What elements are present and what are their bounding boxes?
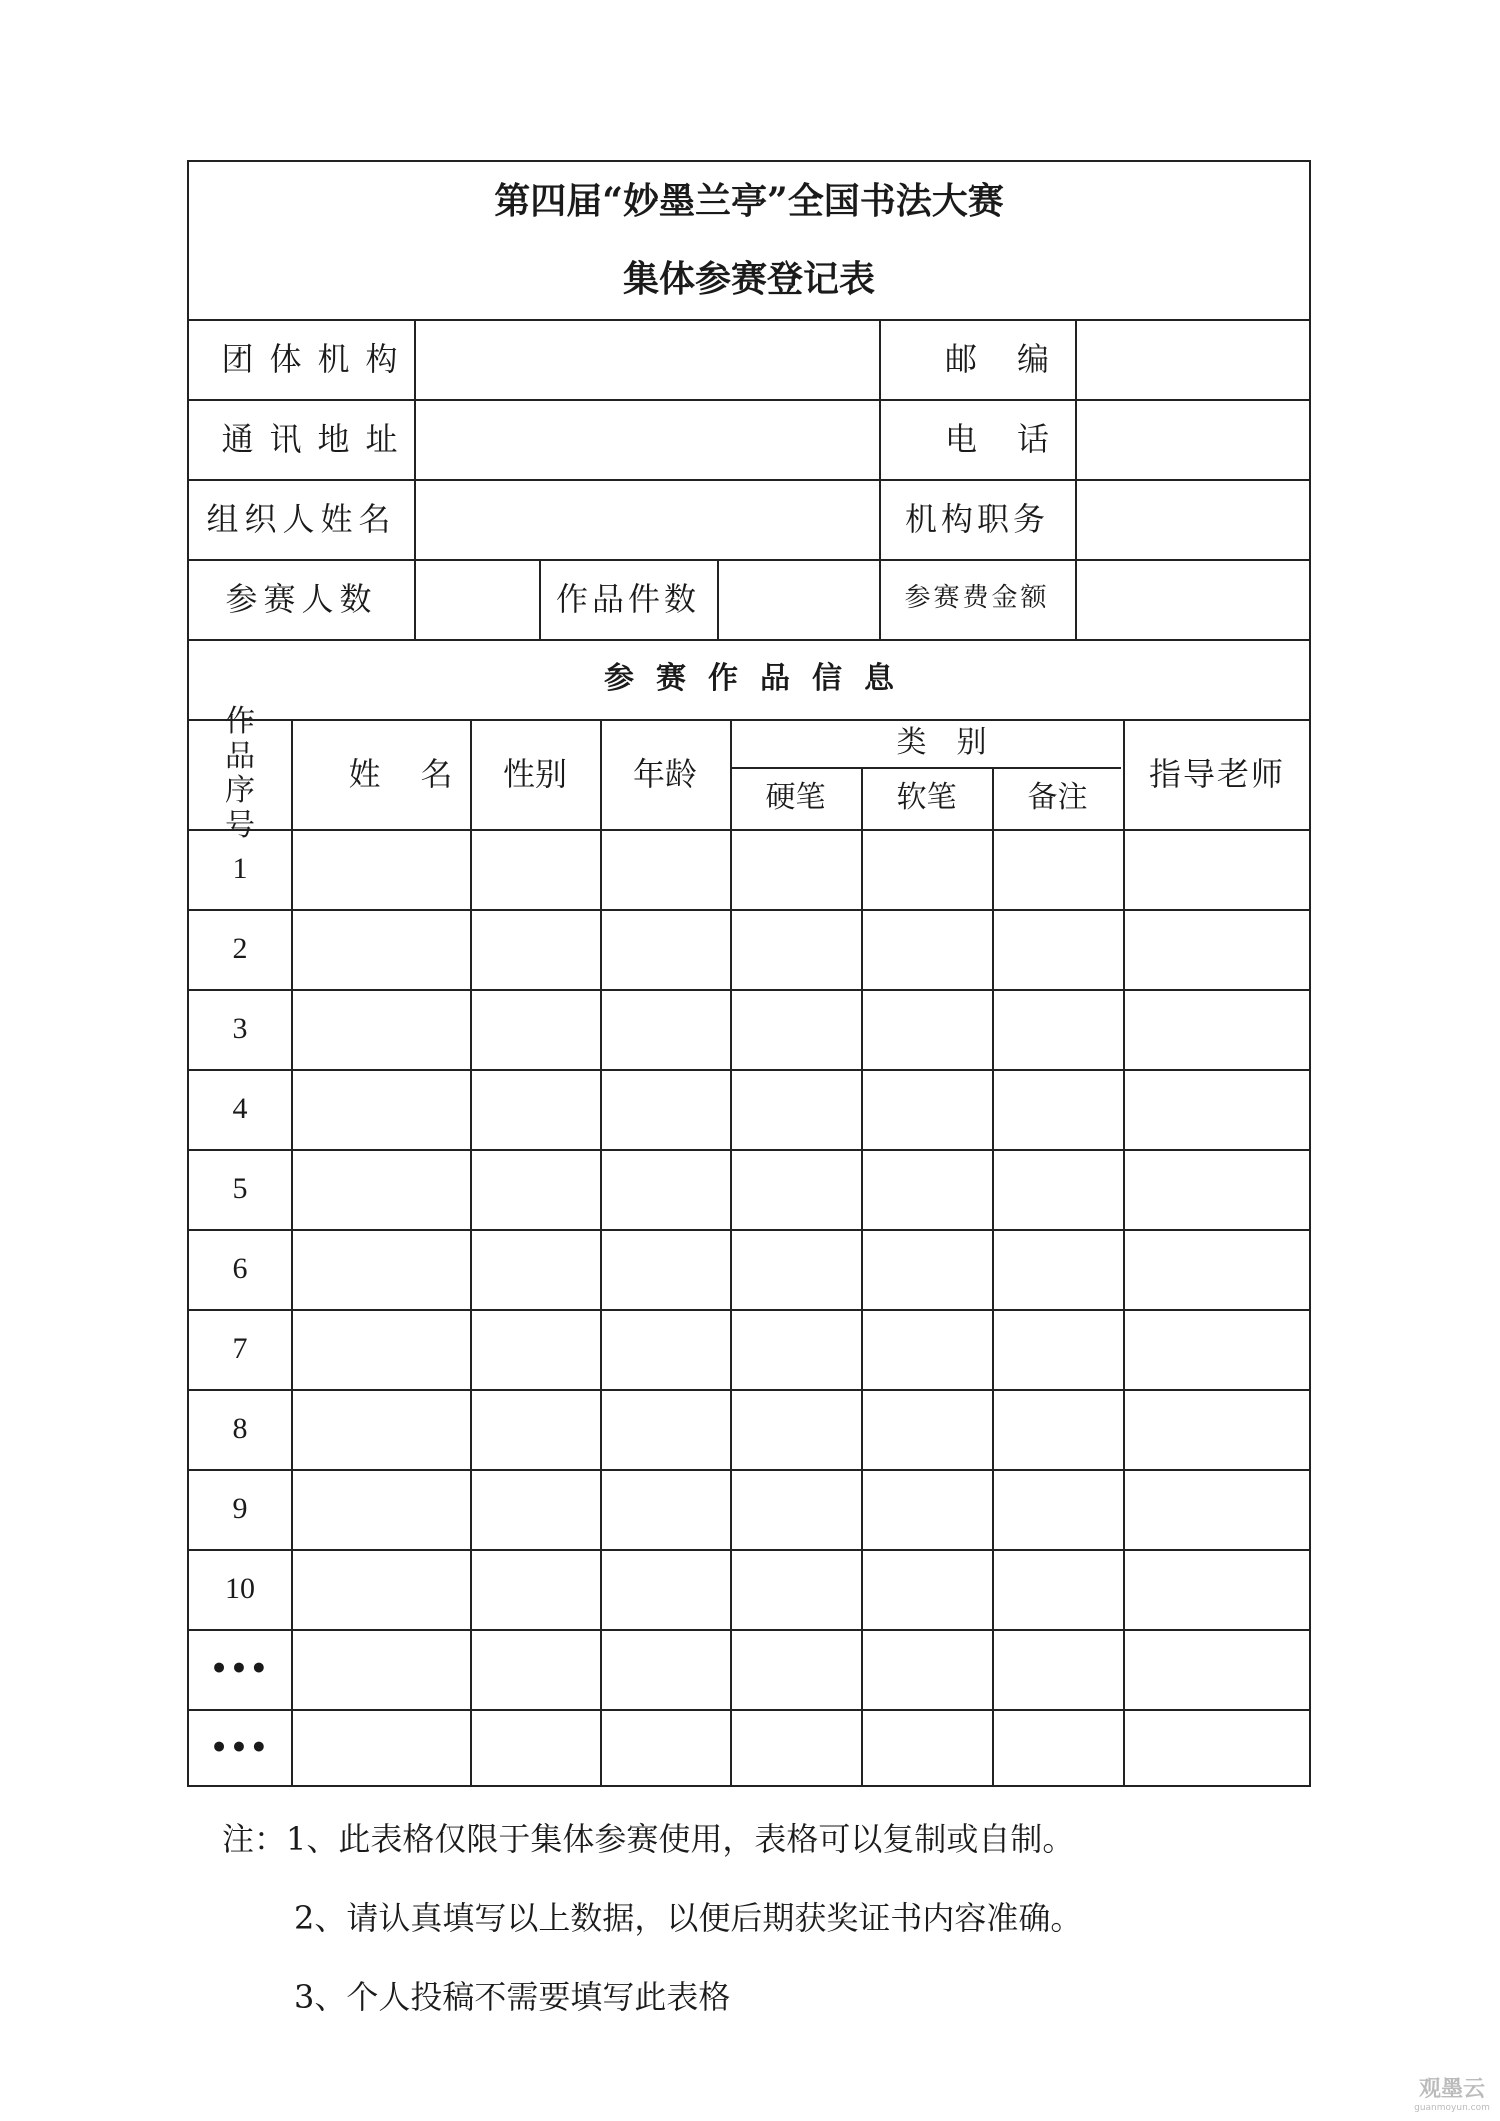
org-value-field[interactable] [416,321,877,397]
divider [189,1629,1309,1631]
fee-value-field[interactable] [1077,561,1309,637]
row-number: 7 [232,1332,248,1365]
row-number: 10 [225,1572,255,1605]
divider [189,1469,1309,1471]
col-remark: 备注 [1027,780,1088,815]
form-title: 第四届“妙墨兰亭”全国书法大赛 [494,180,1004,223]
row-number: ••• [210,1652,270,1686]
divider [189,1229,1309,1231]
col-hard: 硬笔 [765,780,826,815]
label-org: 团体机构 [221,339,414,378]
col-soft: 软笔 [896,780,957,815]
col-category: 类别 [896,725,1017,760]
works-count-value-field[interactable] [719,561,877,637]
col-name: 姓名 [348,754,493,793]
registration-form [187,160,1311,1787]
label-fee: 参赛费金额 [904,583,1050,614]
divider [291,719,293,1787]
label-works-count: 作品件数 [555,579,700,618]
watermark-text: 观墨云 [1418,2077,1485,2102]
divider [189,829,1309,831]
divider [189,909,1309,911]
divider [470,719,472,1787]
note-item: 注：1、此表格仅限于集体参赛使用，表格可以复制或自制。 [222,1820,1075,1858]
divider [189,1389,1309,1391]
note-item: 3、个人投稿不需要填写此表格 [294,1978,731,2016]
note-item: 2、请认真填写以上数据，以便后期获奖证书内容准确。 [294,1899,1083,1937]
divider [189,1549,1309,1551]
watermark-logo [1412,2072,1492,2113]
row-number: 1 [232,852,248,885]
address-value-field[interactable] [416,401,877,477]
organizer-value-field[interactable] [416,481,877,557]
row-number: 2 [232,932,248,965]
row-number: 8 [232,1412,248,1445]
divider [189,1709,1309,1711]
notes [222,1800,1082,2037]
divider [600,719,602,1787]
row-number: 9 [232,1492,248,1525]
row-number: 3 [232,1012,248,1045]
col-gender: 性别 [502,754,567,793]
label-address: 通讯地址 [221,419,414,458]
col-seq: 作品序号 [225,704,255,843]
divider [189,1309,1309,1311]
watermark-sub: guanmoyun.com [1414,2103,1490,2113]
divider [189,1149,1309,1151]
divider [189,989,1309,991]
label-phone: 电话 [944,419,1089,458]
divider [730,719,732,1787]
label-participants: 参赛人数 [225,579,378,618]
divider [1123,719,1125,1787]
postcode-value-field[interactable] [1077,321,1309,397]
row-number: ••• [210,1731,270,1765]
col-teacher: 指导老师 [1148,754,1285,793]
row-number: 6 [232,1252,248,1285]
divider [992,767,994,1787]
phone-value-field[interactable] [1077,401,1309,477]
section-title: 参赛作品信息 [604,661,916,696]
divider [189,1069,1309,1071]
col-age: 年龄 [632,754,697,793]
row-number: 5 [232,1172,248,1205]
participants-value-field[interactable] [416,561,537,637]
label-organizer: 组织人姓名 [206,499,397,538]
row-number: 4 [232,1092,248,1125]
label-postcode: 邮编 [944,339,1089,378]
label-position: 机构职务 [904,499,1049,538]
divider [861,767,863,1787]
position-value-field[interactable] [1077,481,1309,557]
form-subtitle: 集体参赛登记表 [622,258,875,301]
